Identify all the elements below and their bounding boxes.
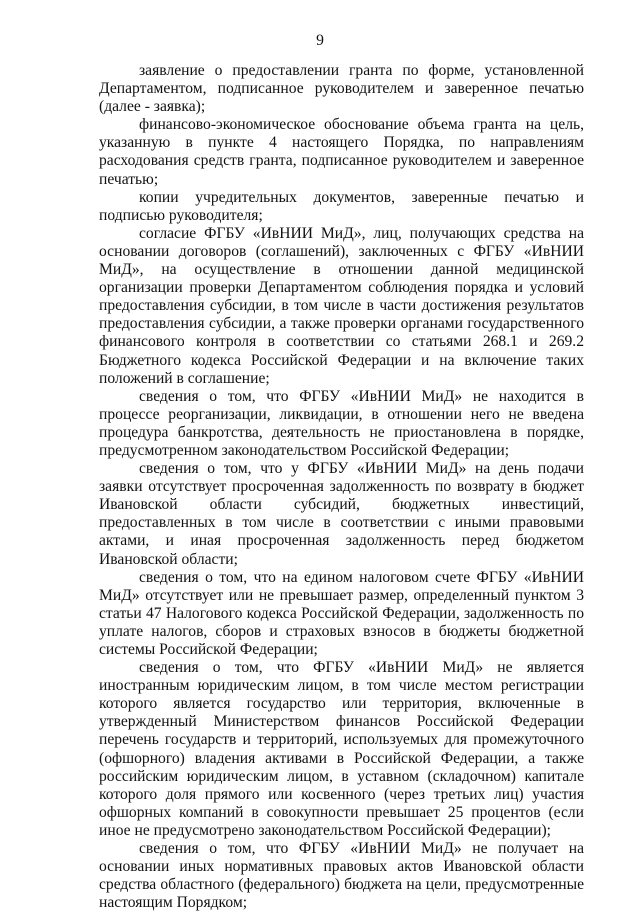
paragraph-not-foreign-entity: сведения о том, что ФГБУ «ИвНИИ МиД» не является иностранным юридическим лицом, в том числе местом регистрации которого является государство или территория, включенные в утвержденный Министерством финансов Российской Федерации перечень государств и территорий, используемых для промежуточного (офшорного) владения активами в Российской Федерации, а также российским юридическим лицом, в уставном (складочном) капитале которого доля прямого или косвенного (через третьих лиц) участия офшорных компаний в совокупности превышает 25 процентов (если иное не предусмотрено законодательством Российской Федерации); [99,659,584,839]
paragraph-no-overdue-debt: сведения о том, что у ФГБУ «ИвНИИ МиД» на день подачи заявки отсутствует просроченная задолженность по возврату в бюджет Ивановской области субсидий, бюджетных инвестиций, предоставленных в том числе в соответствии с иными правовыми актами, и иная просроченная задолженность перед бюджетом Ивановской области; [99,460,584,568]
paragraph-consent: согласие ФГБУ «ИвНИИ МиД», лиц, получающих средства на основании договоров (соглашений), заключенных с ФГБУ «ИвНИИ МиД», на осуществление в отношении данной медицинской организации проверки Департаментом соблюдения порядка и условий предоставления субсидии, в том числе в части достижения результатов предоставления субсидии, а также проверки органами государственного финансового контроля в соответствии со статьями 268.1 и 269.2 Бюджетного кодекса Российской Федерации и на включение таких положений в соглашение; [99,224,584,387]
paragraph-founding-documents: копии учредительных документов, заверенные печатью и подписью руководителя; [99,188,584,224]
paragraph-financial-justification: финансово-экономическое обоснование объема гранта на цель, указанную в пункте 4 настоящего Порядка, по направлениям расходования средств гранта, подписанное руководителем и заверенное печатью; [99,116,584,188]
paragraph-no-other-funding: сведения о том, что ФГБУ «ИвНИИ МиД» не получает на основании иных нормативных правовых актов Ивановской области средства областного (федерального) бюджета на цели, предусмотренные настоящим Порядком; [99,840,584,912]
paragraph-no-reorganization: сведения о том, что ФГБУ «ИвНИИ МиД» не находится в процессе реорганизации, ликвидации, в отношении него не введена процедура банкротства, деятельность не приостановлена в порядке, предусмотренном законодательством Российской Федерации; [99,387,584,459]
page-number: 9 [316,32,324,49]
paragraph-tax-account: сведения о том, что на едином налоговом счете ФГБУ «ИвНИИ МиД» отсутствует или не превышает размер, определенный пунктом 3 статьи 47 Налогового кодекса Российской Федерации, задолженность по уплате налогов, сборов и страховых взносов в бюджеты бюджетной системы Российской Федерации; [99,568,584,658]
paragraph-application: заявление о предоставлении гранта по форме, установленной Департаментом, подписанное руководителем и заверенное печатью (далее - заявка); [99,62,584,116]
document-body [99,62,584,912]
